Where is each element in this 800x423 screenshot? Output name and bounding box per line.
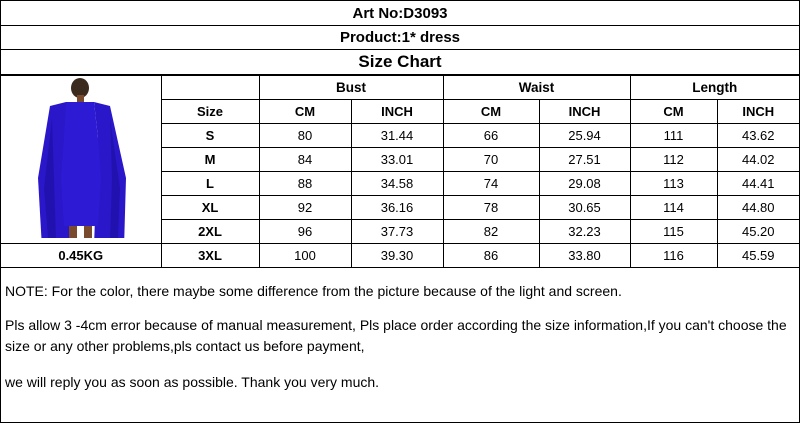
bust-inch-cell: 31.44 <box>351 124 443 148</box>
bust-cm-cell: 96 <box>259 220 351 244</box>
size-table <box>1 75 799 268</box>
length-cm-cell: 114 <box>630 196 717 220</box>
waist-inch-cell: 29.08 <box>539 172 630 196</box>
color-note: NOTE: For the color, there maybe some difference from the picture because of the light and screen. <box>5 283 622 299</box>
table-row <box>1 244 799 268</box>
product-label: Product:1* dress <box>339 29 461 46</box>
size-cell: M <box>161 148 259 172</box>
bust-cm-cell: 92 <box>259 196 351 220</box>
length-inch-cell: 45.59 <box>717 244 799 268</box>
bust-inch-cell: 34.58 <box>351 172 443 196</box>
reply-note: we will reply you as soon as possible. Thank you very much. <box>5 374 380 390</box>
length-cm-cell: 116 <box>630 244 717 268</box>
size-cell: L <box>161 172 259 196</box>
waist-cm-cell: 66 <box>443 124 539 148</box>
length-cm-cell: 111 <box>630 124 717 148</box>
bust-inch-header: INCH <box>351 100 443 124</box>
size-column-header: Size <box>161 100 259 124</box>
length-inch-header: INCH <box>717 100 799 124</box>
notes-section <box>5 281 795 393</box>
dress-photo-cell <box>1 76 161 244</box>
product-row <box>1 26 799 50</box>
length-inch-cell: 44.41 <box>717 172 799 196</box>
bust-header: Bust <box>259 76 443 100</box>
waist-header: Waist <box>443 76 630 100</box>
bust-cm-header: CM <box>259 100 351 124</box>
bust-cm-cell: 88 <box>259 172 351 196</box>
waist-inch-cell: 25.94 <box>539 124 630 148</box>
size-cell: 3XL <box>161 244 259 268</box>
length-inch-cell: 45.20 <box>717 220 799 244</box>
length-cm-cell: 113 <box>630 172 717 196</box>
waist-inch-header: INCH <box>539 100 630 124</box>
bust-inch-cell: 39.30 <box>351 244 443 268</box>
waist-cm-cell: 74 <box>443 172 539 196</box>
art-number: Art No:D3093 <box>352 4 448 22</box>
waist-inch-cell: 27.51 <box>539 148 630 172</box>
size-cell: 2XL <box>161 220 259 244</box>
size-chart-title: Size Chart <box>358 52 442 71</box>
group-header-row <box>1 76 799 100</box>
size-cell: XL <box>161 196 259 220</box>
waist-inch-cell: 33.80 <box>539 244 630 268</box>
bust-inch-cell: 36.16 <box>351 196 443 220</box>
bust-cm-cell: 80 <box>259 124 351 148</box>
length-inch-cell: 44.80 <box>717 196 799 220</box>
waist-inch-cell: 30.65 <box>539 196 630 220</box>
bust-inch-cell: 33.01 <box>351 148 443 172</box>
length-cm-cell: 115 <box>630 220 717 244</box>
size-cell: S <box>161 124 259 148</box>
bust-cm-cell: 100 <box>259 244 351 268</box>
size-header-blank <box>161 76 259 100</box>
art-number-row <box>1 1 799 26</box>
bust-inch-cell: 37.73 <box>351 220 443 244</box>
bust-cm-cell: 84 <box>259 148 351 172</box>
length-cm-header: CM <box>630 100 717 124</box>
length-inch-cell: 43.62 <box>717 124 799 148</box>
waist-cm-cell: 86 <box>443 244 539 268</box>
measurement-note: Pls allow 3 -4cm error because of manual measurement, Pls place order according the size information,If you can't choose the size or any other problems,pls contact us before payment, <box>5 317 787 354</box>
waist-cm-cell: 70 <box>443 148 539 172</box>
dress-photo <box>2 78 160 238</box>
length-cm-cell: 112 <box>630 148 717 172</box>
waist-inch-cell: 32.23 <box>539 220 630 244</box>
length-inch-cell: 44.02 <box>717 148 799 172</box>
waist-cm-cell: 78 <box>443 196 539 220</box>
weight-cell: 0.45KG <box>1 244 161 268</box>
length-header: Length <box>630 76 799 100</box>
waist-cm-cell: 82 <box>443 220 539 244</box>
waist-cm-header: CM <box>443 100 539 124</box>
size-chart-title-row <box>1 50 799 75</box>
